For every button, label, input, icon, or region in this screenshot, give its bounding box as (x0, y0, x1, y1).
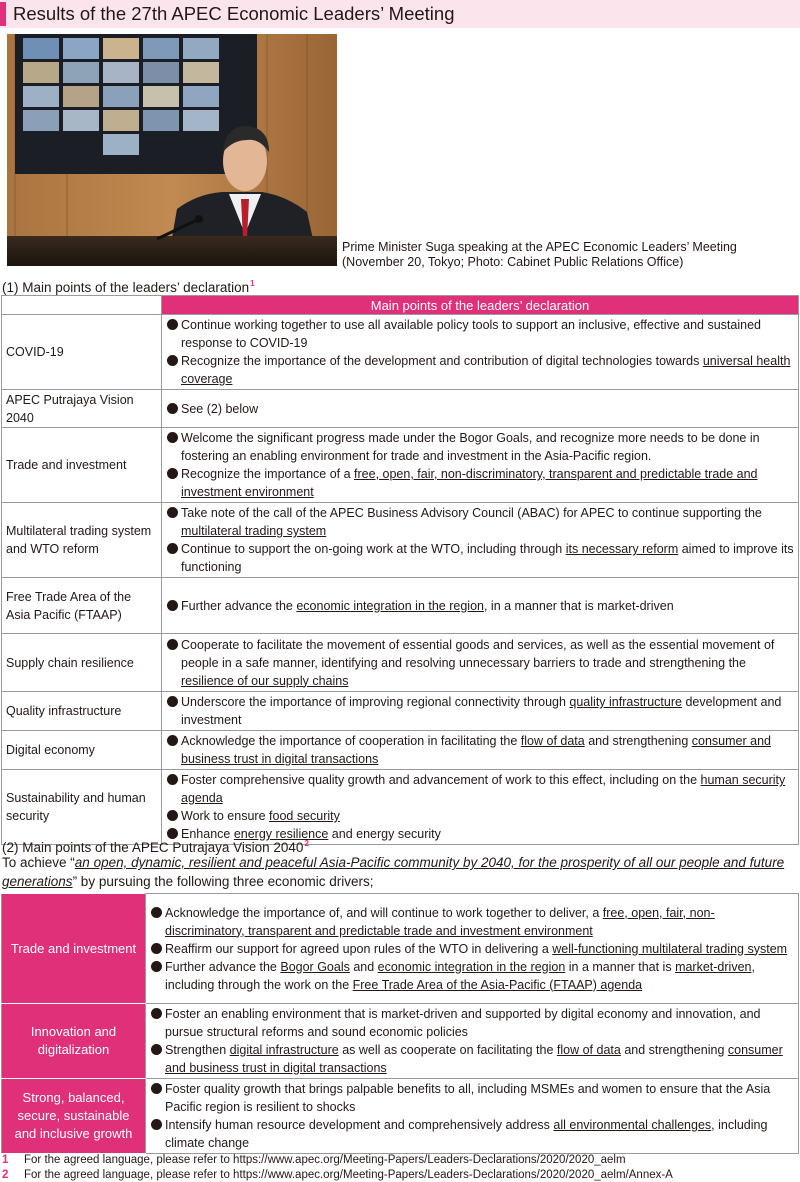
section1-title: (1) Main points of the leaders’ declaration$^1$ (2, 279, 255, 295)
bullet-point: Enhance energy resilience and energy security (166, 825, 794, 843)
bullet-point: Recognize the importance of a free, open, fair, non-discriminatory, transparent and predictable trade and investment environment (166, 465, 794, 501)
putrajaya-vision-table (1, 893, 799, 1154)
bullet-point: Reaffirm our support for agreed upon rules of the WTO in delivering a well-functioning multilateral trading system (150, 940, 794, 958)
header-accent-bar (0, 2, 6, 26)
bullet-point: Intensify human resource development and comprehensively address all environmental challenges, including climate change (150, 1116, 794, 1152)
table-row (2, 731, 799, 770)
bullet-point: Take note of the call of the APEC Business Advisory Council (ABAC) for APEC to continue supporting the multilateral trading system (166, 504, 794, 540)
footnote-2: 2 For the agreed language, please refer to https://www.apec.org/Meeting-Papers/Leaders-Declarations/2020/2020_aelm/Annex-A (2, 1169, 673, 1181)
bullet-point: Foster comprehensive quality growth and advancement of work to this effect, including on the human security agenda (166, 771, 794, 807)
bullet-point: Foster an enabling environment that is market-driven and supported by digital economy and innovation, and pursue structural reforms and sound economic policies (150, 1005, 794, 1041)
vision-intro: To achieve “an open, dynamic, resilient and peaceful Asia-Pacific community by 2040, for the prosperity of all our people and future generations” by pursuing the following three economic drivers; (2, 855, 785, 889)
table-row (2, 692, 799, 731)
bullet-point: Underscore the importance of improving regional connectivity through quality infrastructure development and investment (166, 693, 794, 729)
table-row (2, 894, 799, 1004)
row-label: Digital economy (2, 731, 162, 770)
row-label: Quality infrastructure (2, 692, 162, 731)
row-label: Sustainability and human security (2, 770, 162, 845)
row-label: Trade and investment (2, 428, 162, 503)
page-title: Results of the 27th APEC Economic Leaders’ Meeting (13, 3, 455, 24)
bullet-point: Continue working together to use all available policy tools to support an inclusive, effective and sustained response to COVID-19 (166, 316, 794, 352)
bullet-point: Recognize the importance of the development and contribution of digital technologies towards universal health coverage (166, 352, 794, 388)
row-label: Strong, balanced, secure, sustainable and inclusive growth (2, 1079, 146, 1154)
table-row (2, 634, 799, 692)
column-header: Main points of the leaders’ declaration (162, 296, 799, 315)
bullet-point: Acknowledge the importance of, and will continue to work together to deliver, a free, open, fair, non-discriminatory, transparent and predictable trade and investment environment (150, 904, 794, 940)
leaders-declaration-table (1, 295, 799, 845)
footnote-ref-2[interactable]: 2 (304, 839, 309, 848)
table-row (2, 315, 799, 390)
row-label: COVID-19 (2, 315, 162, 390)
row-label: Multilateral trading system and WTO reform (2, 503, 162, 578)
bullet-point: Work to ensure food security (166, 807, 794, 825)
bullet-point: Foster quality growth that brings palpable benefits to all, including MSMEs and women to ensure that the Asia Pacific region is resilient to shocks (150, 1080, 794, 1116)
bullet-point: Acknowledge the importance of cooperation in facilitating the flow of data and strengthening consumer and business trust in digital transactions (166, 732, 794, 768)
table-corner (2, 296, 162, 315)
table-row (2, 1004, 799, 1079)
row-label: Supply chain resilience (2, 634, 162, 692)
bullet-point: Strengthen digital infrastructure as well as cooperate on facilitating the flow of data and strengthening consumer and business trust in digital transactions (150, 1041, 794, 1077)
row-label: APEC Putrajaya Vision 2040 (2, 390, 162, 428)
bullet-point: Further advance the economic integration in the region, in a manner that is market-driven (166, 597, 794, 615)
row-label: Innovation and digitalization (2, 1004, 146, 1079)
table-row (2, 578, 799, 634)
table-row (2, 390, 799, 428)
footnote-ref-1[interactable]: 1 (250, 279, 255, 288)
table-row (2, 428, 799, 503)
bullet-point: Further advance the Bogor Goals and economic integration in the region in a manner that is market-driven, including through the work on the Free Trade Area of the Asia-Pacific (FTAAP) agenda (150, 958, 794, 994)
row-label: Free Trade Area of the Asia Pacific (FTAAP) (2, 578, 162, 634)
page-header (0, 0, 800, 28)
row-label: Trade and investment (2, 894, 146, 1004)
bullet-point: Welcome the significant progress made under the Bogor Goals, and recognize more needs to be done in fostering an enabling environment for trade and investment in the Asia-Pacific region. (166, 429, 794, 465)
meeting-photo (7, 34, 337, 266)
section2-title: (2) Main points of the APEC Putrajaya Vision 2040$^2$ (2, 839, 309, 855)
table-row (2, 770, 799, 845)
bullet-point: Continue to support the on-going work at the WTO, including through its necessary reform aimed to improve its functioning (166, 540, 794, 576)
footnote-1: 1 For the agreed language, please refer to https://www.apec.org/Meeting-Papers/Leaders-Declarations/2020/2020_aelm (2, 1154, 626, 1166)
table-row (2, 1079, 799, 1154)
bullet-point: Cooperate to facilitate the movement of essential goods and services, as well as the essential movement of people in a safe manner, identifying and resolving unnecessary barriers to trade and strengthening the resilience of our supply chains (166, 636, 794, 690)
photo-caption: Prime Minister Suga speaking at the APEC Economic Leaders’ Meeting (November 20, Tokyo; Photo: Cabinet Public Relations Office) (342, 240, 737, 269)
bullet-point: See (2) below (166, 400, 794, 418)
table-row (2, 503, 799, 578)
